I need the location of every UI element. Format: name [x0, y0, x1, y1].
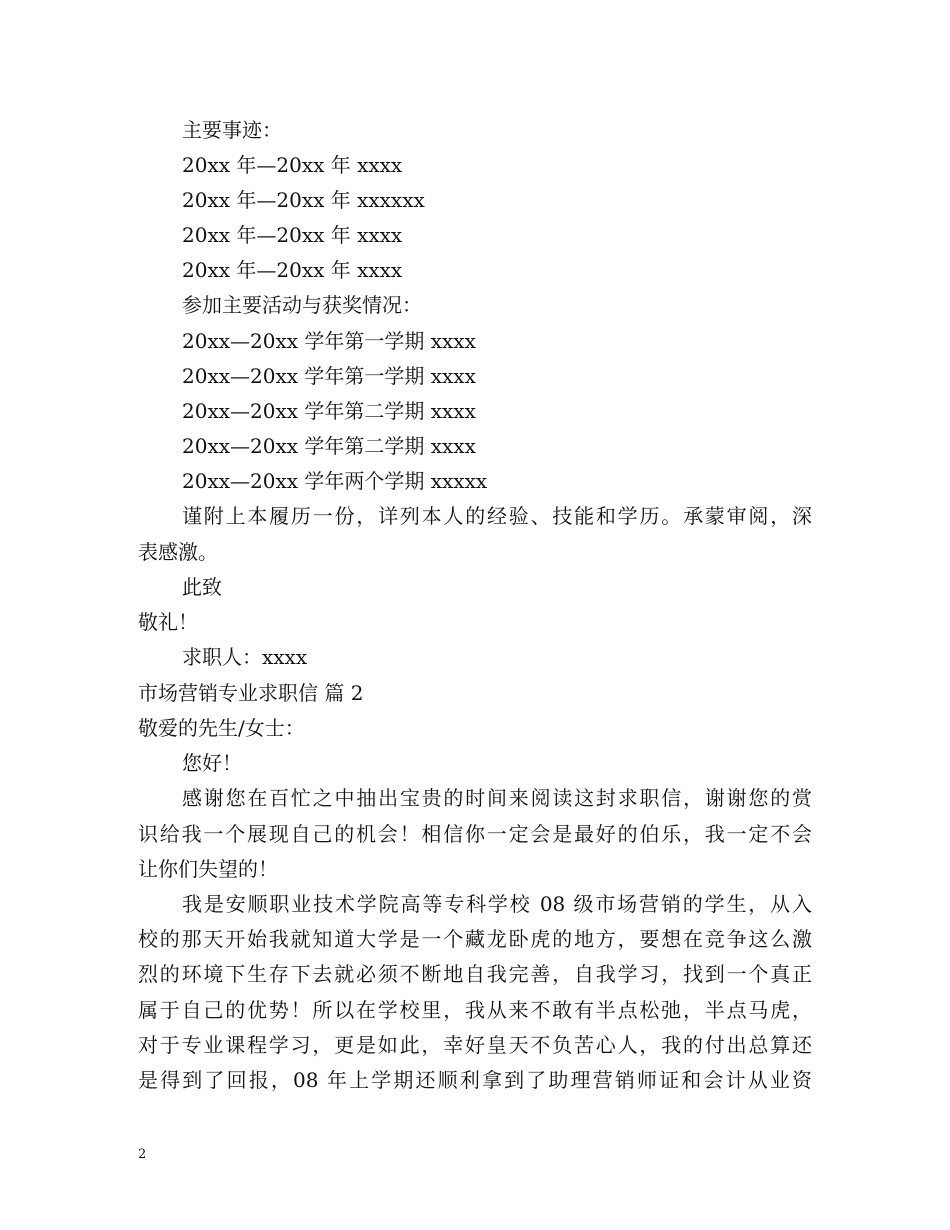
text-line: 敬礼！: [138, 610, 198, 634]
text-line: 20xx 年—20xx 年 xxxxxx: [182, 188, 425, 212]
text-line: 识给我一个展现自己的机会！相信你一定会是最好的伯乐，我一定不会: [138, 822, 812, 846]
text-line: 参加主要活动与获奖情况：: [182, 293, 422, 317]
text-line: 20xx 年—20xx 年 xxxx: [182, 258, 403, 282]
text-line: 20xx—20xx 学年第一学期 xxxx: [182, 364, 476, 388]
text-line: 20xx 年—20xx 年 xxxx: [182, 223, 403, 247]
text-line: 20xx 年—20xx 年 xxxx: [182, 153, 403, 177]
text-line: 对于专业课程学习，更是如此，幸好皇天不负苦心人，我的付出总算还: [138, 1033, 812, 1057]
text-line: 主要事迹：: [182, 118, 282, 142]
text-line: 让你们失望的！: [138, 857, 278, 881]
text-line: 您好！: [182, 751, 242, 775]
text-line: 表感激。: [138, 540, 218, 564]
text-line: 属于自己的优势！所以在学校里，我从来不敢有半点松弛，半点马虎，: [138, 998, 812, 1022]
text-line: 20xx—20xx 学年第二学期 xxxx: [182, 399, 476, 423]
text-line: 是得到了回报，08 年上学期还顺利拿到了助理营销师证和会计从业资: [138, 1068, 812, 1092]
page-number: 2: [138, 1147, 147, 1162]
text-line: 校的那天开始我就知道大学是一个藏龙卧虎的地方，要想在竞争这么激: [138, 927, 812, 951]
salutation: 敬爱的先生/女士：: [138, 716, 305, 740]
text-line: 20xx—20xx 学年第二学期 xxxx: [182, 434, 476, 458]
text-line: 20xx—20xx 学年第一学期 xxxx: [182, 329, 476, 353]
text-line: 求职人：xxxx: [182, 645, 308, 669]
text-line: 谨附上本履历一份，详列本人的经验、技能和学历。承蒙审阅，深: [182, 504, 812, 528]
text-line: 感谢您在百忙之中抽出宝贵的时间来阅读这封求职信，谢谢您的赏: [182, 786, 812, 810]
text-line: 20xx—20xx 学年两个学期 xxxxx: [182, 469, 488, 493]
text-line: 此致: [182, 575, 222, 599]
text-line: 我是安顺职业技术学院高等专科学校 08 级市场营销的学生，从入: [182, 892, 812, 916]
text-line: 烈的环境下生存下去就必须不断地自我完善，自我学习，找到一个真正: [138, 962, 812, 986]
section-heading: 市场营销专业求职信 篇 2: [138, 681, 364, 705]
